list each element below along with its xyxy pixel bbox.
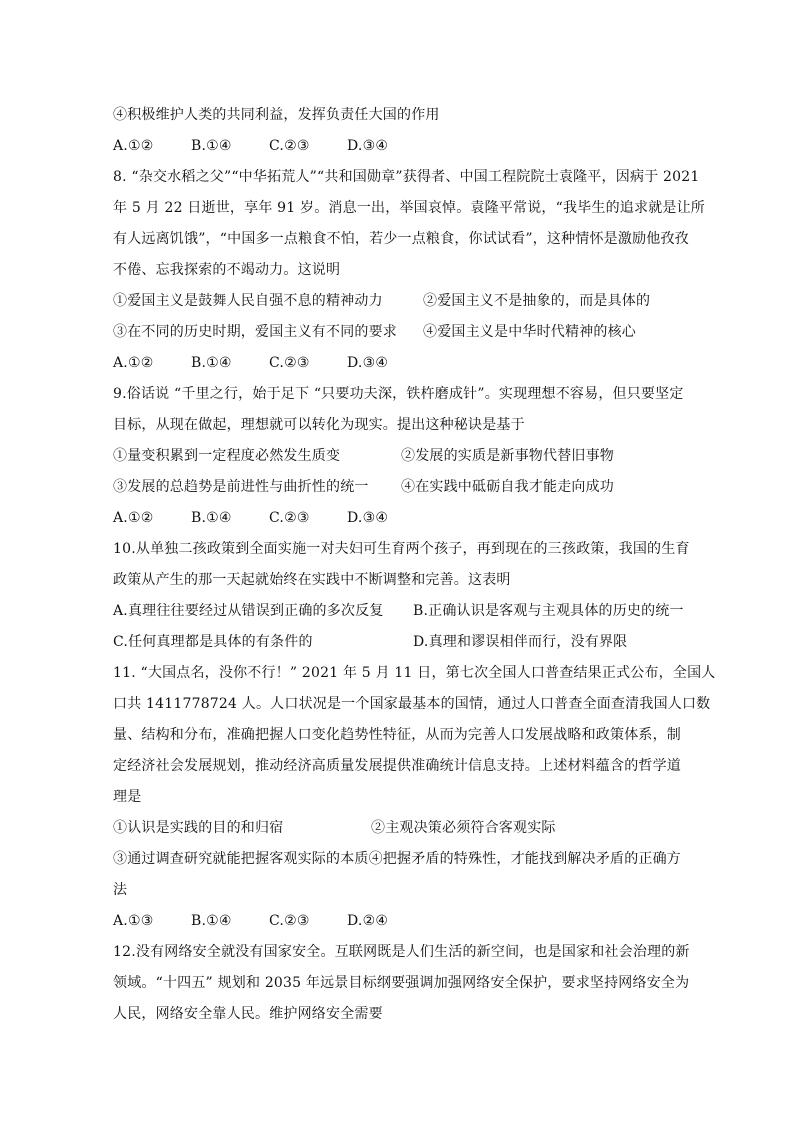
q11-statement-1: ①认识是实践的目的和归宿 xyxy=(113,820,284,836)
q11-stem-line: 定经济社会发展规划，推动经济高质量发展提供准确统计信息支持。上述材料蕴含的哲学道 xyxy=(113,758,681,774)
q10-option-d: D.真理和谬误相伴而行，没有界限 xyxy=(413,634,628,650)
q11-option-a: A.①③ xyxy=(113,913,154,929)
exam-page xyxy=(113,100,716,1030)
q11-statements-12 xyxy=(113,813,685,844)
q7-option-a: A.①② xyxy=(113,138,154,154)
q9-statement-3: ③发展的总趋势是前进性与曲折性的统一 xyxy=(113,479,369,495)
q9-statement-1: ①量变积累到一定程度必然发生质变 xyxy=(113,448,341,464)
q10-stem-line: 10.从单独二孩政策到全面实施一对夫妇可生育两个孩子，再到现在的三孩政策，我国的生育 xyxy=(113,541,690,557)
q8-option-d: D.③④ xyxy=(347,355,389,371)
q12-stem-line: 领域。“十四五” 规划和 2035 年远景目标纲要强调加强网络安全保护，要求坚持网络安全为 xyxy=(113,975,690,991)
q10-options-cd xyxy=(113,627,685,658)
q11-statements-34: ③通过调查研究就能把握客观实际的本质④把握矛盾的特殊性，才能找到解决矛盾的正确方 xyxy=(113,851,681,867)
q9-statement-4: ④在实践中砥砺自我才能走向成功 xyxy=(401,479,614,495)
q9-statements-34 xyxy=(113,472,685,503)
q9-option-c: C.②③ xyxy=(269,510,310,526)
q10-stem-line: 政策从产生的那一天起就始终在实践中不断调整和完善。这表明 xyxy=(113,572,511,588)
q12-stem-line: 12.没有网络安全就没有国家安全。互联网既是人们生活的新空间，也是国家和社会治理的新 xyxy=(113,944,690,960)
q7-option-d: D.③④ xyxy=(347,138,389,154)
q8-statement-2: ②爱国主义不是抽象的，而是具体的 xyxy=(423,293,651,309)
q9-statement-2: ②发展的实质是新事物代替旧事物 xyxy=(401,448,614,464)
q7-options xyxy=(113,131,685,162)
q8-stem-line: 有人远离饥饿”，“中国多一点粮食不怕，若少一点粮食，你试试看”，这种情怀是激励他孜孜 xyxy=(113,231,689,247)
q11-options xyxy=(113,906,685,937)
q9-option-b: B.①④ xyxy=(191,510,232,526)
q8-statements-34 xyxy=(113,317,685,348)
q9-stem-line: 9.俗话说 “千里之行，始于足下 “只要功夫深，铁杵磨成针”。实现理想不容易，但只要坚定 xyxy=(113,386,684,402)
q7-option-c: C.②③ xyxy=(269,138,310,154)
q11-stem-line: 量、结构和分布，准确把握人口变化趋势性特征，从而为完善人口发展战略和政策体系，制 xyxy=(113,727,681,743)
q9-options xyxy=(113,503,685,534)
q10-option-a: A.真理往往要经过从错误到正确的多次反复 xyxy=(113,603,384,619)
q8-option-b: B.①④ xyxy=(191,355,232,371)
q11-statement-2: ②主观决策必须符合客观实际 xyxy=(371,820,556,836)
q11-statements-34-cont: 法 xyxy=(113,882,128,898)
q11-stem-line: 11. “大国点名，没你不行！” 2021 年 5 月 11 日，第七次全国人口普查结果正式公布，全国人 xyxy=(113,665,716,681)
q8-option-c: C.②③ xyxy=(269,355,310,371)
q11-stem-line: 口共 1411778724 人。人口状况是一个国家最基本的国情，通过人口普查全面查清我国人口数 xyxy=(113,696,711,712)
q8-stem-line: 年 5 月 22 日逝世，享年 91 岁。消息一出，举国哀悼。袁隆平常说，“我毕生的追求就是让所 xyxy=(113,200,705,216)
q8-stem-line: 8. “杂交水稻之父”“中华拓荒人”“共和国勋章”获得者、中国工程院院士袁隆平，因病于 2021 xyxy=(113,169,700,185)
q8-stem-line: 不倦、忘我探索的不竭动力。这说明 xyxy=(113,262,341,278)
q8-options xyxy=(113,348,685,379)
q7-option-b: B.①④ xyxy=(191,138,232,154)
q12-stem-line: 人民，网络安全靠人民。维护网络安全需要 xyxy=(113,1006,383,1022)
q10-options-ab xyxy=(113,596,685,627)
q8-statement-3: ③在不同的历史时期，爱国主义有不同的要求 xyxy=(113,324,397,340)
q11-option-d: D.②④ xyxy=(347,913,389,929)
q11-option-c: C.②③ xyxy=(269,913,310,929)
q8-statement-4: ④爱国主义是中华时代精神的核心 xyxy=(423,324,636,340)
q9-option-a: A.①② xyxy=(113,510,154,526)
q7-statement-4: ④积极维护人类的共同利益，发挥负责任大国的作用 xyxy=(113,107,440,123)
q8-option-a: A.①② xyxy=(113,355,154,371)
q9-option-d: D.③④ xyxy=(347,510,389,526)
q10-option-b: B.正确认识是客观与主观具体的历史的统一 xyxy=(413,603,684,619)
q9-statements-12 xyxy=(113,441,685,472)
q8-statements-12 xyxy=(113,286,685,317)
q10-option-c: C.任何真理都是具体的有条件的 xyxy=(113,634,313,650)
q11-option-b: B.①④ xyxy=(191,913,232,929)
q8-statement-1: ①爱国主义是鼓舞人民自强不息的精神动力 xyxy=(113,293,383,309)
q11-stem-line: 理是 xyxy=(113,789,142,805)
q9-stem-line: 目标，从现在做起，理想就可以转化为现实。提出这种秘诀是基于 xyxy=(113,417,525,433)
